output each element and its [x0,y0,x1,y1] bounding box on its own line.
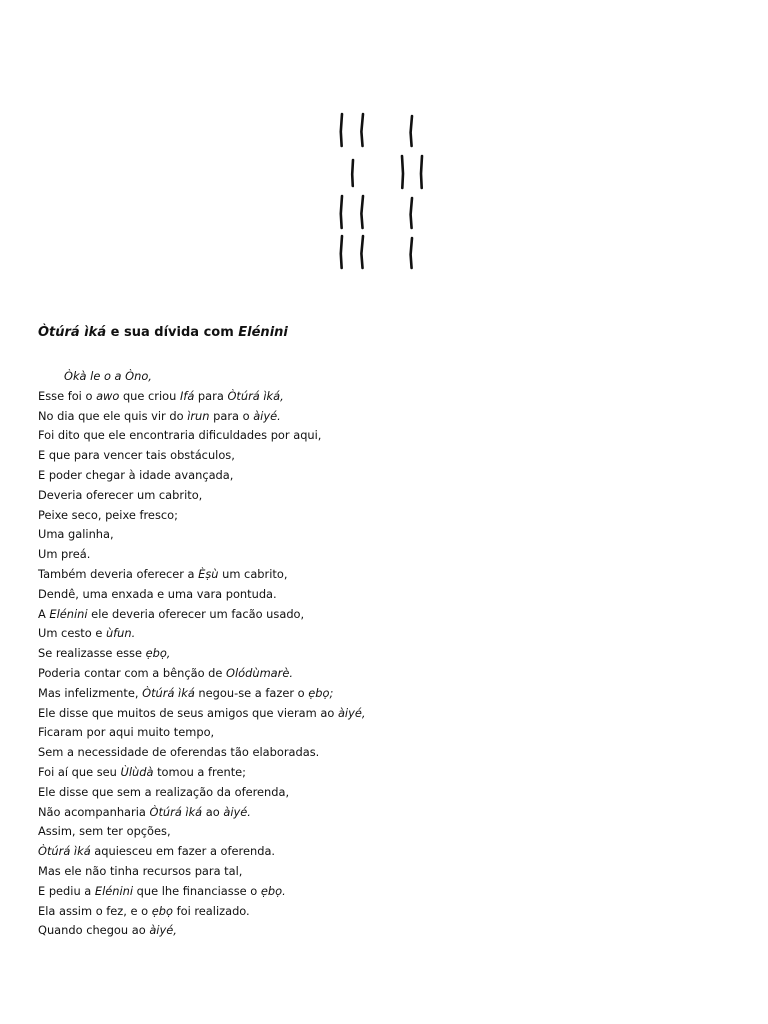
odu-mark-row2-right-b [421,156,422,188]
text-run: para o [209,408,254,423]
italic-term: Èṣù [198,566,219,581]
odu-mark-row2-left [352,160,353,186]
text-run: tomou a frente; [153,764,247,779]
text-run: Ficaram por aqui muito tempo, [38,725,215,740]
verse-line [38,902,738,922]
text-run: Um preá. [38,547,91,562]
text-run: Quando chegou ao [38,923,150,938]
text-run: A [38,606,50,621]
text-run: Dendê, uma enxada e uma vara pontuda. [38,586,277,601]
text-run: e sua dívida com [106,325,239,340]
text-run: Peixe seco, peixe fresco; [38,507,178,522]
italic-term: Òtúrá ìká [38,325,107,340]
verse-line [38,624,738,644]
italic-term: Elénini [238,325,288,340]
text-run: foi realizado. [172,903,250,918]
verse-line [38,486,738,506]
verse-line [38,921,738,941]
text-run: Mas ele não tinha recursos para tal, [38,863,243,878]
verse-line [38,525,738,545]
text-run: Se realizasse esse [38,646,146,661]
italic-term: Ifá [179,388,195,403]
text-run: E poder chegar à idade avançada, [38,467,234,482]
text-run: Também deveria oferecer a [38,566,199,581]
italic-term: Ùlùdà [120,764,154,779]
italic-term: Òtúrá ìká, [227,388,284,403]
odu-mark-row2-right-a [402,156,403,188]
text-run: No dia que ele quis vir do [38,408,188,423]
odu-mark-row1-right [411,116,412,146]
verse-line [38,723,738,743]
verse-line [38,565,738,585]
verse-line [38,466,738,486]
text-run: Assim, sem ter opções, [38,824,171,839]
italic-term: àiyé, [149,923,177,938]
italic-term: ẹbọ, [145,646,171,661]
verse-line [38,605,738,625]
verse-line [38,822,738,842]
italic-term: àiyé. [253,408,281,423]
italic-term: ẹbọ. [260,883,286,898]
verse-line [38,664,738,684]
text-run: Uma galinha, [38,527,114,542]
page-title [38,325,288,340]
italic-term: Òtúrá ìká [142,685,195,700]
odu-mark-row4-right [411,238,412,268]
verse-line [38,862,738,882]
verse-line [38,763,738,783]
text-run: Mas infelizmente, [38,685,143,700]
odu-mark-row3-left-a [341,196,342,228]
italic-term: Òtúrá ìká [149,804,203,819]
text-run: E pediu a [38,883,95,898]
verse-line [38,387,738,407]
text-run: Foi dito que ele encontraria dificuldades por aqui, [38,428,322,443]
verse-line [38,367,738,387]
text-run: ele deveria oferecer um facão usado, [87,606,305,621]
verse-line [38,842,738,862]
italic-term: Olódùmarè. [226,665,293,680]
italic-term: ìrun [187,408,210,423]
text-run: Esse foi o [38,388,97,403]
italic-term: ùfun. [105,626,136,641]
verse-line [38,545,738,565]
text-run: aquiesceu em fazer a oferenda. [90,844,276,859]
verse-line [38,803,738,823]
verse-line [38,506,738,526]
text-run: que lhe financiasse o [133,883,261,898]
text-run: Foi aí que seu [38,764,121,779]
text-run: que criou [119,388,180,403]
odu-mark-row3-left-b [361,196,363,228]
italic-term: Elénini [94,883,134,898]
text-run: um cabrito, [218,566,288,581]
italic-term: àiyé, [337,705,366,720]
text-run: Não acompanharia [38,804,150,819]
verse-line [38,882,738,902]
odu-mark-row4-left-a [341,236,342,268]
text-run: Um cesto e [38,626,106,641]
text-run: Poderia contar com a bênção de [38,665,227,680]
verse-line [38,426,738,446]
italic-term: àiyé. [223,804,251,819]
text-run: Deveria oferecer um cabrito, [38,487,203,502]
odu-sign-otura-ika [332,108,438,278]
verse-line [38,407,738,427]
italic-term: Òkà le o a Òno, [64,369,152,383]
text-run: E que para vencer tais obstáculos, [38,448,235,463]
italic-term: ẹbọ [151,903,173,918]
italic-term: Elénini [49,606,88,621]
odu-mark-row4-left-b [361,236,363,268]
italic-term: awo [96,388,120,403]
italic-term: ẹbọ; [308,685,334,700]
verse-line [38,704,738,724]
verse-line [38,585,738,605]
odu-mark-row1-left-a [341,114,342,146]
verse-text [38,367,738,941]
text-run: Ele disse que sem a realização da oferenda, [38,784,290,799]
text-run: Sem a necessidade de oferendas tão elaboradas. [38,745,320,760]
italic-term: Òtúrá ìká [38,844,91,859]
verse-line [38,644,738,664]
odu-mark-row1-left-b [361,114,363,146]
odu-mark-row3-right [411,198,412,228]
text-run: Ela assim o fez, e o [38,903,152,918]
verse-line [38,783,738,803]
verse-line [38,446,738,466]
text-run: ao [202,804,224,819]
verse-line [38,743,738,763]
text-run: para [194,388,228,403]
text-run: Ele disse que muitos de seus amigos que vieram ao [38,705,338,720]
text-run: negou-se a fazer o [194,685,309,700]
verse-line [38,684,738,704]
